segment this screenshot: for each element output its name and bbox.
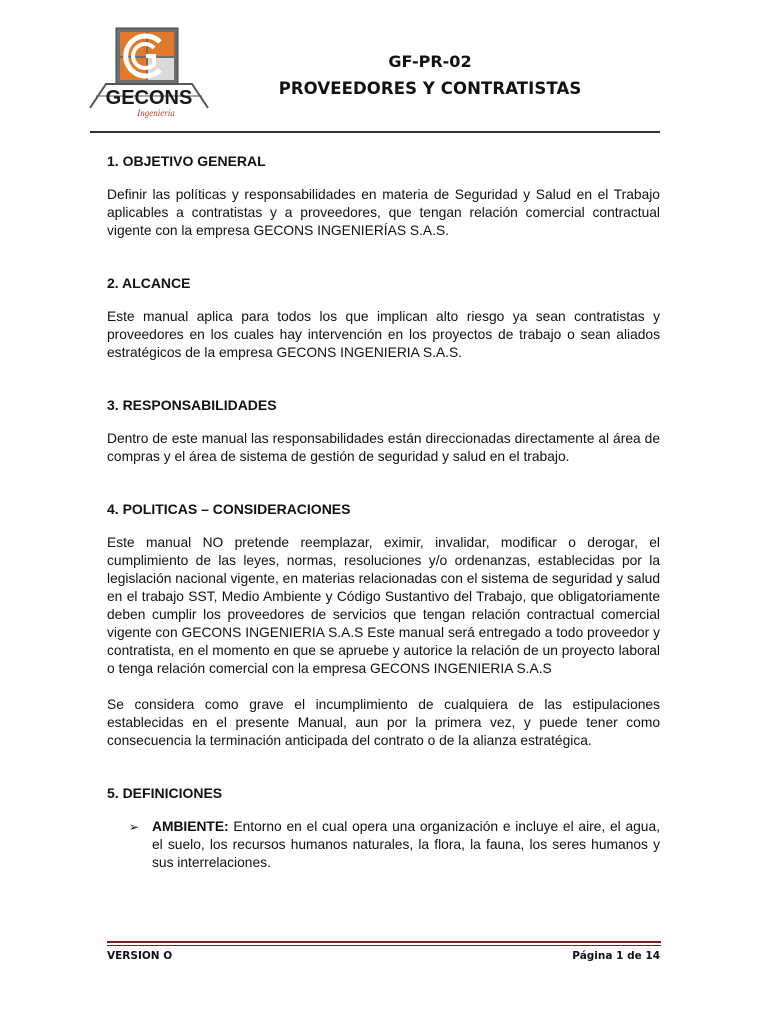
section-heading-politicas: 4. POLITICAS – CONSIDERACIONES bbox=[107, 501, 351, 517]
gecons-logo bbox=[88, 26, 210, 118]
document-body bbox=[107, 152, 660, 872]
section-heading-alcance: 2. ALCANCE bbox=[107, 275, 191, 291]
section-paragraph: Este manual aplica para todos los que implican alto riesgo ya sean contratistas y proveedores en los cuales hay intervención en los proyectos de trabajo o sean aliados estratégicos de la empresa GECONS INGENIERIA S.A.S. bbox=[107, 309, 660, 360]
footer-divider bbox=[107, 941, 661, 943]
footer-page-number: Página 1 de 14 bbox=[572, 950, 660, 962]
logo-wordmark: GECONS bbox=[105, 87, 193, 109]
section-heading-definiciones: 5. DEFINICIONES bbox=[107, 785, 223, 801]
definition-term: AMBIENTE: bbox=[152, 819, 229, 834]
footer-divider-thin bbox=[107, 945, 661, 946]
section-paragraph: Dentro de este manual las responsabilidades están direccionadas directamente al área de compras y el área de sistema de gestión de seguridad y salud en el trabajo. bbox=[107, 431, 660, 464]
section-paragraph: Se considera como grave el incumplimiento de cualquiera de las estipulaciones establecidas en el presente Manual, aun por la primera vez, y puede tener como consecuencia la terminación anticipada del contrato o de la alianza estratégica. bbox=[107, 697, 660, 748]
document-code: GF-PR-02 bbox=[388, 52, 472, 71]
definition-text bbox=[152, 818, 660, 872]
definition-item bbox=[129, 818, 660, 872]
footer-version: VERSION O bbox=[107, 950, 173, 962]
definition-description: Entorno en el cual opera una organización e incluye el aire, el agua, el suelo, los recursos humanos naturales, la flora, la fauna, los seres humanos y sus interrelaciones. bbox=[152, 819, 660, 870]
section-heading-responsabilidades: 3. RESPONSABILIDADES bbox=[107, 397, 277, 413]
document-title: PROVEEDORES Y CONTRATISTAS bbox=[278, 79, 582, 98]
header-divider bbox=[90, 131, 660, 133]
arrow-bullet-icon: ➢ bbox=[129, 820, 140, 834]
section-paragraph: Definir las políticas y responsabilidades en materia de Seguridad y Salud en el Trabajo aplicables a contratistas y a proveedores, que tengan relación comercial contractual vigente con la empresa GECONS INGENIERÍAS S.A.S. bbox=[107, 187, 660, 238]
section-paragraph: Este manual NO pretende reemplazar, eximir, invalidar, modificar o derogar, el cumplimiento de las leyes, normas, resoluciones y/o ordenanzas, establecidas por la legislación nacional vigente, en materias relacionadas con el sistema de seguridad y salud en el trabajo SST, Medio Ambiente y Código Sustantivo del Trabajo, que obligatoriamente deben cumplir los proveedores de servicios que tengan relación contractual comercial vigente con GECONS INGENIERIA S.A.S Este manual será entregado a todo proveedor y contratista, en el momento en que se apruebe y autorice la relación de un proyecto laboral o tenga relación comercial con la empresa GECONS INGENIERIA S.A.S bbox=[107, 535, 660, 676]
section-heading-objetivo: 1. OBJETIVO GENERAL bbox=[107, 153, 266, 169]
logo-subtext: Ingeniería bbox=[137, 108, 175, 118]
